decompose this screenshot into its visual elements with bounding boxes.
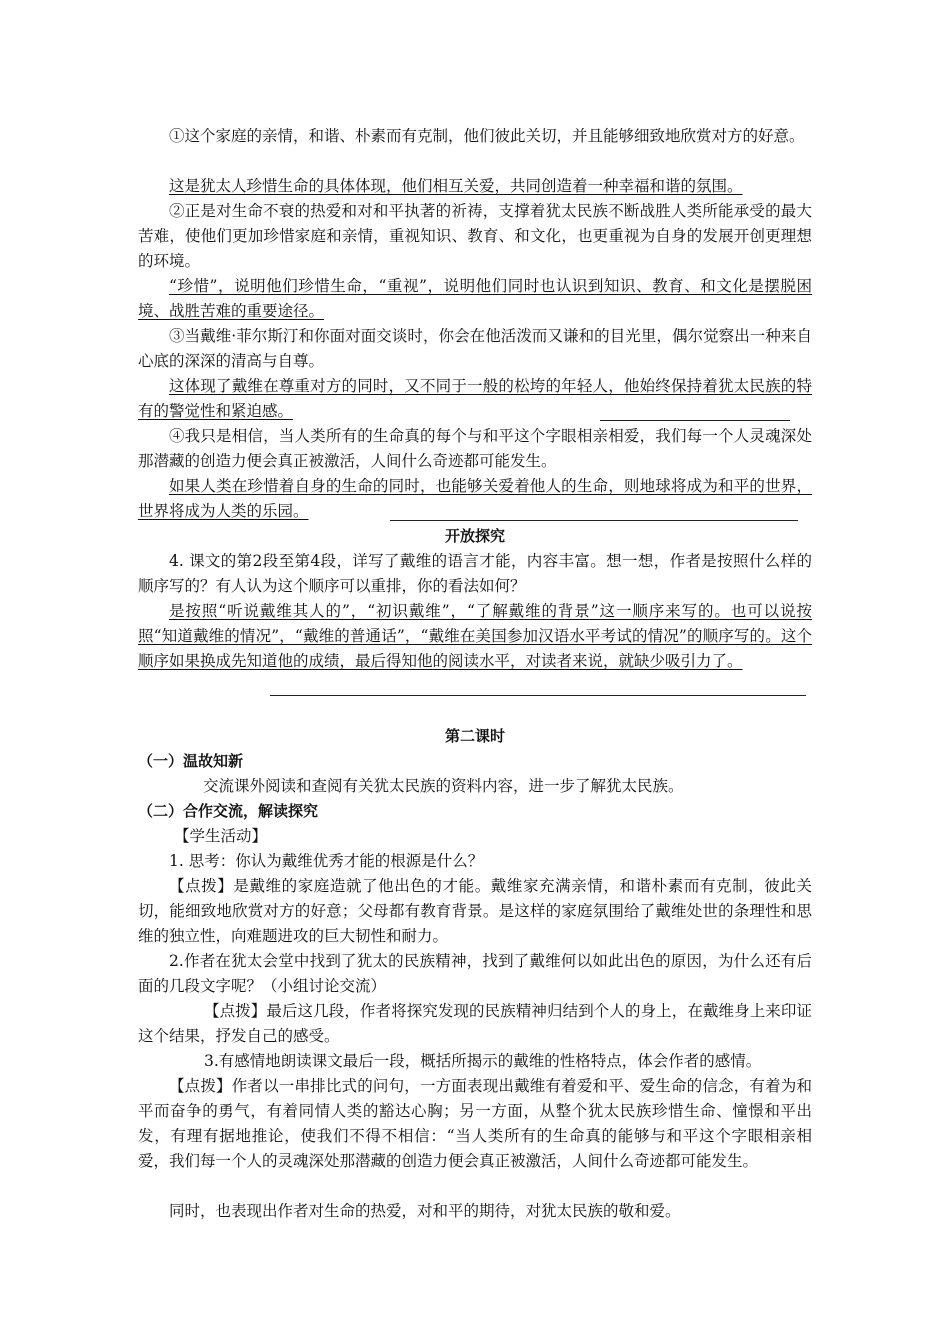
tip-1: 【点拨】是戴维的家庭造就了他出色的才能。戴维家充满亲情，和谐朴素而有克制，彼此关切，能细致地欣赏对方的好意；父母都有教育背景。是这样的家庭氛围给了戴维处世的条理性和思维的独立性，向难题进攻的巨大韧性和耐力。 (138, 877, 812, 945)
section-title-open-explore: 开放探究 (444, 527, 505, 545)
conclusion-text: 同时，也表现出作者对生命的热爱，对和平的期待，对犹太民族的敬和爱。 (169, 1202, 681, 1220)
student-activity-label: 【学生活动】 (174, 827, 268, 845)
discussion-question-3: 3.有感情地朗读课文最后一段，概括所揭示的戴维的性格特点，体会作者的感情。 (204, 1052, 762, 1070)
sentence-1: ①这个家庭的亲情，和谐、朴素而有克制，他们彼此关切，并且能够细致地欣赏对方的好意。 (169, 127, 805, 145)
answer-4-rule (390, 520, 798, 521)
subheading-cooperate: （二）合作交流，解读探究 (138, 802, 319, 820)
answer-3-rule (600, 420, 790, 421)
question-4: 4. 课文的第2段至第4段，详写了戴维的语言才能，内容丰富。想一想，作者是按照什么样的顺序写的？有人认为这个顺序可以重排，你的看法如何？ (138, 552, 812, 595)
answer-question-4: 是按照“听说戴维其人的”，“初识戴维”，“了解戴维的背景”这一顺序来写的。也可以说按照“知道戴维的情况”，“戴维的普通话”，“戴维在美国参加汉语水平考试的情况”的顺序写的。这个顺序如果换成先知道他的成绩，最后得知他的阅读水平，对读者来说，就缺少吸引力了。 (138, 602, 812, 670)
answer-4: 如果人类在珍惜着自身的生命的同时，也能够关爱着他人的生命，则地球将成为和平的世界，世界将成为人类的乐园。 (138, 477, 812, 520)
answer-2: “珍惜”，说明他们珍惜生命，“重视”，说明他们同时也认识到知识、教育、和文化是摆脱困境、战胜苦难的重要途径。 (138, 277, 812, 320)
answer-3: 这体现了戴维在尊重对方的同时，又不同于一般的松垮的年轻人，他始终保持着犹太民族的特有的警觉性和紧迫感。 (138, 377, 812, 420)
answer-1: 这是犹太人珍惜生命的具体体现，他们相互关爱，共同创造着一种幸福和谐的氛围。 (169, 177, 743, 195)
subheading-review: （一）温故知新 (138, 752, 244, 770)
lesson-title: 第二课时 (444, 727, 505, 745)
answer-question-4-rule (270, 695, 806, 696)
sentence-3: ③当戴维·菲尔斯汀和你面对面交谈时，你会在他活泼而又谦和的目光里，偶尔觉察出一种来自心底的深深的清高与自尊。 (138, 327, 812, 370)
discussion-question-2: 2.作者在犹太会堂中找到了犹太的民族精神，找到了戴维何以如此出色的原因，为什么还有后面的几段文字呢？（小组讨论交流） (138, 952, 812, 995)
sentence-4: ④我只是相信，当人类所有的生命真的每个与和平这个字眼相亲相爱，我们每一个人灵魂深处那潜藏的创造力便会真正被激活，人间什么奇迹都可能发生。 (138, 427, 812, 470)
review-text: 交流课外阅读和查阅有关犹太民族的资料内容，进一步了解犹太民族。 (203, 777, 684, 795)
tip-2: 【点拨】最后这几段，作者将探究发现的民族精神归结到个人的身上，在戴维身上来印证这个结果，抒发自己的感受。 (138, 1002, 812, 1045)
discussion-question-1: 1. 思考：你认为戴维优秀才能的根源是什么？ (169, 852, 484, 870)
tip-3: 【点拨】作者以一串排比式的问句，一方面表现出戴维有着爱和平、爱生命的信念，有着为和平而奋争的勇气，有着同情人类的豁达心胸；另一方面，从整个犹太民族珍惜生命、憧憬和平出发，有理有据地推论，使我们不得不相信：“当人类所有的生命真的能够与和平这个字眼相亲相爱，我们每一个人的灵魂深处那潜藏的创造力便会真正被激活，人间什么奇迹都可能发生。 (138, 1077, 812, 1170)
sentence-2: ②正是对生命不衰的热爱和对和平执著的祈祷，支撑着犹太民族不断战胜人类所能承受的最大苦难，使他们更加珍惜家庭和亲情，重视知识、教育、和文化，也更重视为自身的发展开创更理想的环境。 (138, 202, 812, 270)
